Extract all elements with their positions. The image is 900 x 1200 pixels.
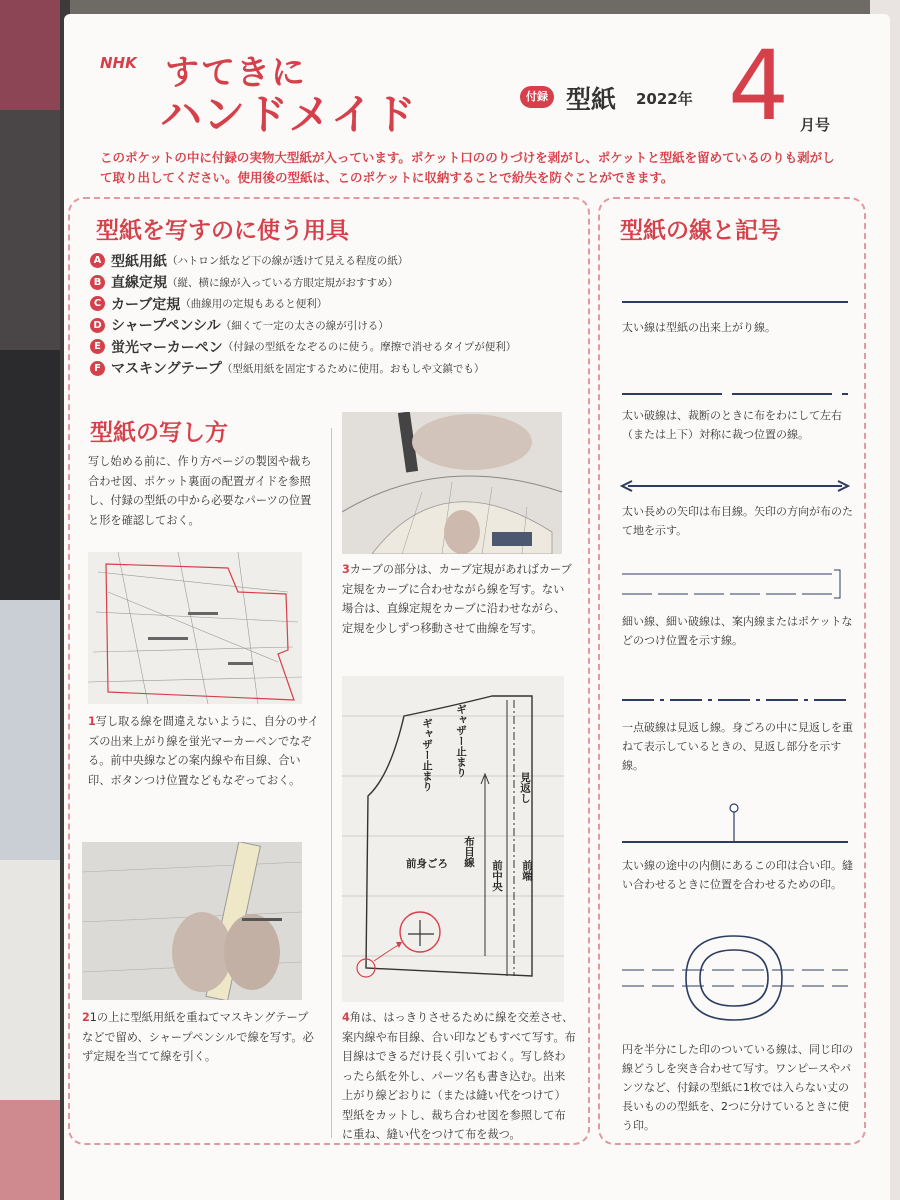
thick-dashed-line-symbol [620,384,850,404]
notch-mark-symbol [620,798,850,848]
line-desc-1: 太い線は型紙の出来上がり線。 [622,321,776,334]
intro-text: このポケットの中に付録の実物大型紙が入っています。ポケット口ののりづけを剥がし、ポケットと型紙を留めているのりも剥がして取り出してください。使用後の型紙は、このポケットに収納することで紛失を防ぐことができます。 [100,150,835,185]
tool-note: （付録の型紙をなぞるのに使う。摩擦で消せるタイプが便利） [222,341,517,354]
issue-month-number: 4 [728,30,790,142]
tools-heading: 型紙を写すのに使う用具 [96,218,349,244]
tool-badge: C [90,296,105,311]
step1-photo [88,552,302,704]
label-center-front: 前中央 [491,860,503,892]
tool-name: 蛍光マーカーペン [111,339,223,356]
magazine-page [0,860,60,1100]
tool-item [90,250,570,272]
step4-pattern-photo [342,676,564,1002]
magazine-photo-top [0,110,60,350]
label-front-body: 前身ごろ [406,858,448,870]
step1-text [88,712,320,790]
tool-badge: E [90,339,105,354]
step2-photo [82,842,302,1000]
step3-photo [342,412,562,554]
issue-year: 2022年 [636,90,693,108]
label-gather-stop-2: ギャザー止まり [421,718,433,792]
tool-name: カーブ定規 [111,296,181,313]
split-pattern-mark-symbol [620,920,850,1030]
tool-item [90,336,570,358]
tool-name: 直線定規 [111,275,167,292]
step2-number: 2 [82,1011,90,1024]
tool-note: （縦、横に線が入っている方眼定規がおすすめ） [167,276,399,289]
lines-heading: 型紙の線と記号 [620,218,781,244]
tool-note: （ハトロン紙など下の線が透けて見える程度の紙） [167,255,409,268]
label-gather-stop-1: ギャザー止まり [455,704,467,778]
tool-name: 型紙用紙 [111,253,167,270]
column-divider [331,428,332,1138]
step3-text [342,560,574,638]
tool-item [90,315,570,337]
supplement-title: 型紙 [566,85,617,114]
line-desc-5: 一点破線は見返し線。身ごろの中に見返しを重ねて表示しているときの、見返し部分を示す線。 [622,721,853,772]
step4-number: 4 [342,1011,350,1024]
line-desc-3: 太い長めの矢印は布目線。矢印の方向が布のたて地を示す。 [622,505,853,537]
title-line2: ハンドメイド [160,90,417,139]
method-intro: 写し始める前に、作り方ページの製図や裁ち合わせ図、ポケット裏面の配置ガイドを参照し、付録の型紙の中から必要なパーツの位置と形を確認しておく。 [88,455,312,527]
tool-badge: A [90,253,105,268]
thin-line-symbol [620,566,850,602]
tool-badge: B [90,275,105,290]
supplement-badge: 付録 [520,86,554,108]
dash-dot-line-symbol [620,690,850,710]
tool-item [90,358,570,380]
method-heading: 型紙の写し方 [90,420,228,446]
line-desc-7: 円を半分にした印のついている線は、同じ印の線どうしを突き合わせて写す。ワンピースやパンツなど、付録の型紙に1枚では入らない丈の長いものの型紙を、2つに分けているときに使う印。 [622,1043,853,1132]
tool-badge: F [90,361,105,376]
magazine-photo-middle [0,350,60,600]
tool-name: シャープペンシル [111,318,221,335]
tool-note: （曲線用の定規もあると便利） [180,298,328,311]
step1-number: 1 [88,715,96,728]
nhk-logo: NHK [100,54,137,72]
tool-item [90,272,570,294]
step4-body: 角は、はっきりさせるために線を交差させ、案内線や布目線、合い印などもすべて写す。布目線はできるだけ長く引いておく。写し終わったら紙を外し、パーツ名も書き込む。出来上がり線どおりに（または縫い代をつけて）型紙をカットし、裁ち合わせ図を参照して布に重ね、縫い代をつけて布を裁つ。 [342,1011,576,1141]
magazine-cover-floral [0,0,60,110]
grain-arrow-symbol [620,476,850,496]
step2-text [82,1008,314,1067]
solid-line-symbol [620,292,850,312]
magazine-edge [0,1100,60,1200]
step4-text [342,1008,576,1145]
label-front-edge: 前端 [521,860,533,881]
magazine-photo-fabric [0,600,60,860]
tool-note: （型紙用紙を固定するために使用。おもしや文鎮でも） [221,362,485,375]
label-facing: 見返し [519,772,531,804]
line-desc-4: 細い線、細い破線は、案内線またはポケットなどのつけ位置を示す線。 [622,615,853,647]
background-magazine-left [0,0,70,1200]
title-line1: すてきに [165,53,307,93]
tools-list [90,250,570,379]
tool-note: （細くて一定の太さの線が引ける） [220,319,389,332]
step2-body: 1の上に型紙用紙を重ねてマスキングテープなどで留め、シャープペンシルで線を写す。必ず定規を当てて線を引く。 [82,1011,314,1063]
label-grain-line: 布目線 [463,836,475,868]
line-desc-2: 太い破線は、裁断のときに布をわにして左右（または上下）対称に裁つ位置の線。 [622,409,842,441]
tool-name: マスキングテープ [111,361,222,378]
step3-number: 3 [342,563,350,576]
tool-item [90,293,570,315]
step1-body: 写し取る線を間違えないように、自分のサイズの出来上がり線を蛍光マーカーペンでなぞる。前中央線などの案内線や布目線、合い印、ボタンつけ位置などもなぞっておく。 [88,715,319,787]
issue-month-suffix: 月号 [800,116,831,134]
line-desc-6: 太い線の途中の内側にあるこの印は合い印。縫い合わせるときに位置を合わせるための印。 [622,859,853,891]
step3-body: カーブの部分は、カーブ定規があればカーブ定規をカーブに合わせながら線を写す。ない場合は、直線定規をカーブに沿わせながら、定規を少しずつ移動させて曲線を写す。 [342,563,572,635]
tool-badge: D [90,318,105,333]
